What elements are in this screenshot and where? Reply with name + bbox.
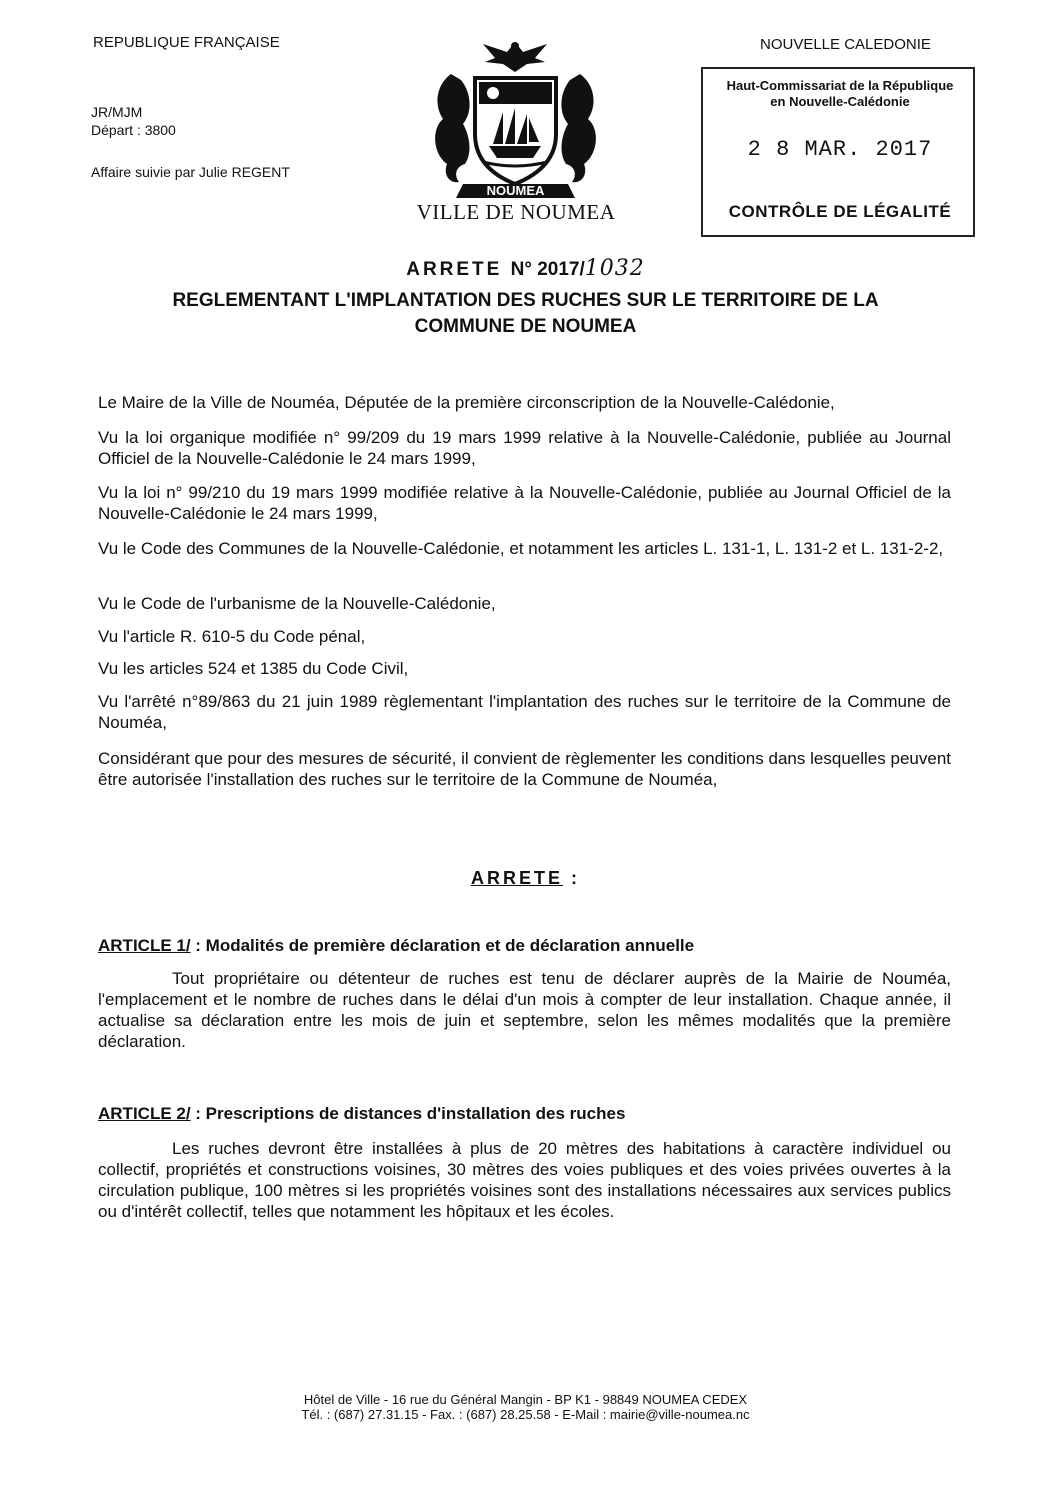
crest-banner-text: NOUMEA — [486, 183, 545, 198]
preamble-para-2 — [98, 482, 951, 524]
preamble-para-5 — [98, 626, 951, 647]
arrete-heading-text: ARRETE — [470, 868, 563, 888]
preamble-para-3 — [98, 538, 951, 559]
preamble-para-7 — [98, 691, 951, 733]
preamble-text: Vu la loi organique modifiée n° 99/209 du 19 mars 1999 relative à la Nouvelle-Calédonie, publiée au Journal Officiel de la Nouvelle-Calédonie le 24 mars 1999, — [98, 428, 951, 468]
ref-initials: JR/MJM — [91, 104, 143, 120]
footer-address: Hôtel de Ville - 16 rue du Général Mangin - BP K1 - 98849 NOUMEA CEDEX — [303, 1392, 748, 1407]
stamp-control-label: CONTRÔLE DE LÉGALITÉ — [728, 202, 952, 221]
arrete-number-handwritten: 1032 — [584, 256, 645, 281]
article-2-text: Les ruches devront être installées à plus de 20 mètres des habitations à caractère individuel ou collectif, propriétés et constructions voisines, 30 mètres des voies publiques et des voies privées ouvertes à la circulation publique, 100 mètres si les propriétés voisines sont des installations nécessaires aux services publics ou d'intérêt collectif, telles que notamment les hôpitaux et les écoles. — [98, 1139, 951, 1221]
preamble-text: Vu le Code de l'urbanisme de la Nouvelle-Calédonie, — [98, 594, 496, 613]
arrete-subject — [0, 288, 1051, 340]
preamble-para-0 — [98, 392, 951, 413]
preamble-para-4 — [98, 593, 951, 614]
preamble-para-6 — [98, 658, 951, 679]
preamble-para-8 — [98, 748, 951, 790]
preamble-text: Considérant que pour des mesures de sécurité, il convient de règlementer les conditions dans lesquelles peuvent être autorisée l'installation des ruches sur le territoire de la Commune de Nouméa, — [98, 749, 951, 789]
article-2-heading — [98, 1104, 625, 1124]
preamble-text: Vu la loi n° 99/210 du 19 mars 1999 modifiée relative à la Nouvelle-Calédonie, publiée au Journal Officiel de la Nouvelle-Calédonie le 24 mars 1999, — [98, 483, 951, 523]
ref-depart: Départ : 3800 — [91, 122, 176, 138]
ville-de-noumea: VILLE DE NOUMEA — [416, 200, 616, 224]
stamp-authority-line1: Haut-Commissariat de la République — [726, 78, 954, 93]
footer-contact: Tél. : (687) 27.31.15 - Fax. : (687) 28.25.58 - E-Mail : mairie@ville-noumea.nc — [301, 1407, 750, 1422]
article-1-text: Tout propriétaire ou détenteur de ruches est tenu de déclarer auprès de la Mairie de Nouméa, l'emplacement et le nombre de ruches dans le délai d'un mois à compter de leur installation. Chaque année, il actualise sa déclaration entre les mois de juin et septembre, selon les mêmes modalités que la première déclaration. — [98, 969, 951, 1051]
arrete-heading-colon: : — [571, 868, 581, 888]
article-1-body — [98, 968, 951, 1052]
preamble-text: Vu l'article R. 610-5 du Code pénal, — [98, 627, 366, 646]
article-2-title: : Prescriptions de distances d'installation des ruches — [190, 1104, 626, 1123]
affaire-suivie: Affaire suivie par Julie REGENT — [91, 164, 290, 180]
arrete-label: ARRETE — [406, 259, 503, 280]
republique-heading: REPUBLIQUE FRANÇAISE — [93, 34, 280, 51]
arrete-number-prefix: N° 2017/ — [510, 259, 585, 280]
stamp-date: 2 8 MAR. 2017 — [747, 137, 933, 162]
arrete-section-heading — [0, 868, 1051, 889]
legality-stamp — [701, 67, 975, 237]
stamp-authority — [713, 78, 967, 110]
preamble-text: Vu les articles 524 et 1385 du Code Civil, — [98, 659, 409, 678]
preamble-text: Le Maire de la Ville de Nouméa, Députée de la première circonscription de la Nouvelle-Calédonie, — [98, 393, 835, 412]
preamble-text: Vu l'arrêté n°89/863 du 21 juin 1989 règlementant l'implantation des ruches sur le territoire de la Commune de Nouméa, — [98, 692, 951, 732]
arrete-title — [0, 256, 1051, 281]
preamble-text: Vu le Code des Communes de la Nouvelle-Calédonie, et notamment les articles L. 131-1, L. 131-2 et L. 131-2-2, — [98, 539, 944, 558]
article-1-title: : Modalités de première déclaration et de déclaration annuelle — [190, 936, 695, 955]
arrete-subject-line2: COMMUNE DE NOUMEA — [414, 316, 637, 337]
stamp-authority-line2: en Nouvelle-Calédonie — [770, 94, 910, 109]
nouvelle-caledonie-heading: NOUVELLE CALEDONIE — [760, 36, 931, 53]
noumea-crest-logo — [423, 34, 608, 204]
arrete-subject-line1: REGLEMENTANT L'IMPLANTATION DES RUCHES SUR LE TERRITOIRE DE LA — [172, 290, 879, 311]
article-1-label: ARTICLE 1/ — [98, 936, 191, 955]
reference-block — [91, 103, 176, 139]
article-1-heading — [98, 936, 694, 956]
preamble-para-1 — [98, 427, 951, 469]
article-2-body — [98, 1138, 951, 1222]
article-2-label: ARTICLE 2/ — [98, 1104, 191, 1123]
